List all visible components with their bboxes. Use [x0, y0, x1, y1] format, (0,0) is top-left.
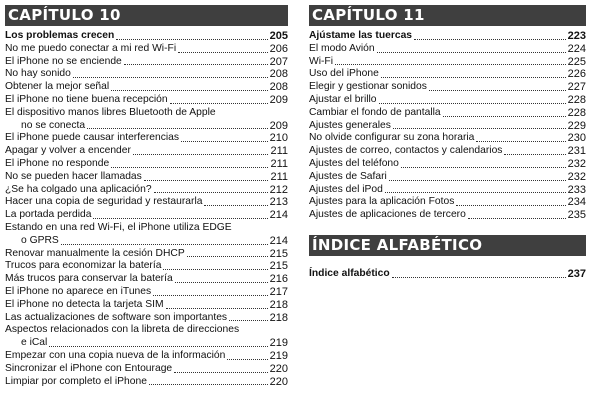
dot-leader — [154, 192, 268, 193]
toc-entry[interactable] — [309, 30, 586, 43]
dot-leader — [61, 244, 268, 245]
entry-page-number: 228 — [567, 93, 586, 106]
toc-entry[interactable] — [309, 68, 586, 81]
toc-entry[interactable] — [5, 68, 288, 81]
dot-leader — [87, 128, 268, 129]
entry-page-number: 212 — [269, 183, 288, 196]
entry-page-number: 219 — [269, 349, 288, 362]
entry-page-number: 232 — [567, 170, 586, 183]
toc-entry[interactable] — [309, 56, 586, 69]
entry-page-number: 211 — [270, 145, 288, 158]
toc-entry[interactable] — [309, 158, 586, 171]
toc-entry[interactable] — [5, 222, 288, 248]
dot-leader — [187, 256, 268, 257]
toc-entry[interactable] — [309, 268, 586, 281]
toc-entry[interactable] — [5, 81, 288, 94]
toc-entry[interactable] — [309, 209, 586, 222]
dot-leader — [227, 359, 267, 360]
dot-leader — [393, 128, 566, 129]
entry-title: Índice alfabético — [309, 267, 390, 279]
entry-page-number: 233 — [567, 183, 586, 196]
entry-page-number: 226 — [567, 68, 586, 81]
dot-leader — [456, 205, 565, 206]
entry-page-number: 223 — [567, 30, 586, 42]
toc-entry[interactable] — [309, 120, 586, 133]
toc-entry[interactable] — [5, 158, 288, 171]
entry-title: No se pueden hacer llamadas — [5, 170, 142, 182]
entry-title: Estando en una red Wi-Fi, el iPhone utiliza EDGE — [5, 221, 232, 233]
entry-title-continued: e iCal — [21, 337, 48, 349]
entry-title: Trucos para economizar la batería — [5, 260, 162, 272]
entry-page-number: 220 — [269, 375, 288, 388]
entry-title: El iPhone no se enciende — [5, 55, 122, 67]
dot-leader — [476, 141, 565, 142]
entry-page-number: 218 — [269, 311, 288, 324]
dot-leader — [429, 90, 566, 91]
entry-title: El dispositivo manos libres Bluetooth de Apple — [5, 106, 216, 118]
dot-leader — [49, 346, 267, 347]
dot-leader — [181, 141, 268, 142]
dot-leader — [174, 372, 267, 373]
dot-leader — [111, 167, 268, 168]
entry-page-number: 215 — [269, 260, 288, 273]
toc-entry[interactable] — [309, 171, 586, 184]
entry-title: El iPhone no aparece en iTunes — [5, 285, 152, 297]
entry-title: Obtener la mejor señal — [5, 81, 110, 93]
dot-leader — [175, 282, 268, 283]
entry-page-number: 217 — [269, 285, 288, 298]
dot-leader — [73, 77, 268, 78]
toc-entry[interactable] — [5, 107, 288, 133]
dot-leader — [229, 320, 268, 321]
dot-leader — [443, 116, 566, 117]
entry-title: Renovar manualmente la cesión DHCP — [5, 247, 185, 259]
dot-leader — [389, 180, 566, 181]
entry-title-continued: o GPRS — [21, 234, 59, 246]
toc-entry[interactable] — [309, 43, 586, 56]
dot-leader — [133, 154, 269, 155]
chapter-10-column — [5, 5, 288, 388]
entry-page-number: 230 — [567, 132, 586, 145]
entry-title: Uso del iPhone — [309, 68, 379, 80]
dot-leader — [385, 192, 566, 193]
toc-entry[interactable] — [5, 196, 288, 209]
entry-page-number: 232 — [567, 157, 586, 170]
toc-entry[interactable] — [309, 81, 586, 94]
entry-title: ¿Se ha colgado una aplicación? — [5, 183, 152, 195]
entry-page-number: 208 — [269, 68, 288, 81]
entry-title: Wi-Fi — [309, 55, 334, 67]
entry-title: Ajustar el brillo — [309, 93, 377, 105]
entry-title: La portada perdida — [5, 209, 92, 221]
toc-entry[interactable] — [309, 196, 586, 209]
entry-title: Sincronizar el iPhone con Entourage — [5, 362, 173, 374]
entry-page-number: 210 — [269, 132, 288, 145]
entry-title: Elegir y gestionar sonidos — [309, 81, 427, 93]
entry-page-number: 229 — [567, 119, 586, 132]
toc-entry[interactable] — [5, 376, 288, 389]
entry-title: Apagar y volver a encender — [5, 145, 131, 157]
dot-leader — [178, 52, 268, 53]
entry-page-number: 228 — [567, 106, 586, 119]
entry-page-number: 207 — [269, 55, 288, 68]
dot-leader — [414, 39, 566, 40]
entry-title: No hay sonido — [5, 68, 71, 80]
dot-leader — [379, 103, 566, 104]
entry-page-number: 218 — [269, 298, 288, 311]
dot-leader — [381, 77, 566, 78]
dot-leader — [401, 167, 566, 168]
dot-leader — [93, 218, 267, 219]
entry-title: El iPhone puede causar interferencias — [5, 132, 180, 144]
entry-page-number: 214 — [269, 234, 288, 247]
entry-title: Empezar con una copia nueva de la información — [5, 349, 226, 361]
dot-leader — [111, 90, 267, 91]
entry-page-number: 214 — [269, 209, 288, 222]
index-entries — [309, 268, 586, 281]
entry-page-number: 209 — [269, 119, 288, 132]
entry-page-number: 211 — [270, 157, 288, 170]
entry-page-number: 235 — [567, 209, 586, 222]
dot-leader — [166, 308, 268, 309]
entry-title: Ajustes del teléfono — [309, 157, 399, 169]
entry-title: Ajustes generales — [309, 119, 391, 131]
entry-title: Hacer una copia de seguridad y restaurarla — [5, 196, 203, 208]
toc-entry[interactable] — [5, 312, 288, 325]
entry-page-number: 215 — [269, 247, 288, 260]
dot-leader — [153, 295, 267, 296]
entry-page-number: 206 — [269, 42, 288, 55]
entry-page-number: 208 — [269, 81, 288, 94]
entry-page-number: 211 — [270, 170, 288, 183]
toc-entry[interactable] — [5, 171, 288, 184]
dot-leader — [170, 103, 268, 104]
entry-title: El iPhone no responde — [5, 157, 110, 169]
entry-page-number: 224 — [567, 42, 586, 55]
dot-leader — [392, 277, 566, 278]
entry-page-number: 231 — [567, 145, 586, 158]
chapter-10-header: CAPÍTULO 10 — [5, 5, 288, 26]
toc-entry[interactable] — [5, 132, 288, 145]
toc-entry[interactable] — [5, 248, 288, 261]
toc-entry[interactable] — [5, 350, 288, 363]
entry-page-number: 225 — [567, 55, 586, 68]
entry-title: Las actualizaciones de software son importantes — [5, 311, 228, 323]
entry-page-number: 205 — [269, 30, 288, 42]
toc-entry[interactable] — [5, 273, 288, 286]
entry-title: Ajustes de correo, contactos y calendarios — [309, 145, 503, 157]
toc-entry[interactable] — [5, 324, 288, 350]
entry-title: Los problemas crecen — [5, 30, 115, 41]
dot-leader — [163, 269, 267, 270]
dot-leader — [149, 384, 268, 385]
toc-entry[interactable] — [309, 94, 586, 107]
entry-page-number: 234 — [567, 196, 586, 209]
entry-title: Más trucos para conservar la batería — [5, 273, 173, 285]
entry-title: Aspectos relacionados con la libreta de direcciones — [5, 324, 240, 336]
entry-title: Ajustes de Safari — [309, 170, 387, 182]
toc-entry[interactable] — [5, 145, 288, 158]
entry-page-number: 219 — [269, 337, 288, 350]
dot-leader — [116, 39, 267, 40]
toc-entry[interactable] — [5, 94, 288, 107]
entry-page-number: 227 — [567, 81, 586, 94]
entry-page-number: 216 — [269, 273, 288, 286]
dot-leader — [335, 64, 566, 65]
toc-entry[interactable] — [5, 56, 288, 69]
entry-title: Ajustes para la aplicación Fotos — [309, 196, 455, 208]
toc-entry[interactable] — [309, 184, 586, 197]
entry-title: El modo Avión — [309, 42, 375, 54]
entry-title: El iPhone no tiene buena recepción — [5, 93, 168, 105]
toc-entry[interactable] — [5, 30, 288, 43]
entry-page-number: 209 — [269, 93, 288, 106]
entry-title: Cambiar el fondo de pantalla — [309, 106, 441, 118]
toc-entry[interactable] — [5, 363, 288, 376]
toc-entry[interactable] — [309, 107, 586, 120]
entry-page-number: 213 — [269, 196, 288, 209]
chapter-11-header: CAPÍTULO 11 — [309, 5, 586, 26]
toc-entry[interactable] — [5, 286, 288, 299]
toc-entry[interactable] — [309, 132, 586, 145]
entry-page-number: 237 — [567, 267, 586, 280]
entry-title: Limpiar por completo el iPhone — [5, 375, 147, 387]
toc-entry[interactable] — [5, 43, 288, 56]
dot-leader — [124, 64, 268, 65]
toc-entry[interactable] — [309, 145, 586, 158]
dot-leader — [204, 205, 267, 206]
dot-leader — [377, 52, 566, 53]
entry-title: Ajústame las tuercas — [309, 30, 413, 41]
entry-page-number: 220 — [269, 362, 288, 375]
toc-entry[interactable] — [5, 260, 288, 273]
entry-title: Ajustes del iPod — [309, 183, 383, 195]
entry-title: El iPhone no detecta la tarjeta SIM — [5, 298, 164, 310]
toc-entry[interactable] — [5, 184, 288, 197]
entry-title-continued: no se conecta — [21, 119, 86, 131]
index-header: ÍNDICE ALFABÉTICO — [309, 235, 586, 256]
dot-leader — [144, 180, 269, 181]
dot-leader — [468, 218, 566, 219]
entry-title: No me puedo conectar a mi red Wi-Fi — [5, 42, 177, 54]
toc-entry[interactable] — [5, 209, 288, 222]
toc-entry[interactable] — [5, 299, 288, 312]
entry-title: No olvide configurar su zona horaria — [309, 132, 475, 144]
chapter-11-entries — [309, 30, 586, 222]
entry-title: Ajustes de aplicaciones de tercero — [309, 209, 466, 221]
chapter-11-column — [309, 5, 586, 281]
dot-leader — [504, 154, 565, 155]
chapter-10-entries — [5, 30, 288, 388]
